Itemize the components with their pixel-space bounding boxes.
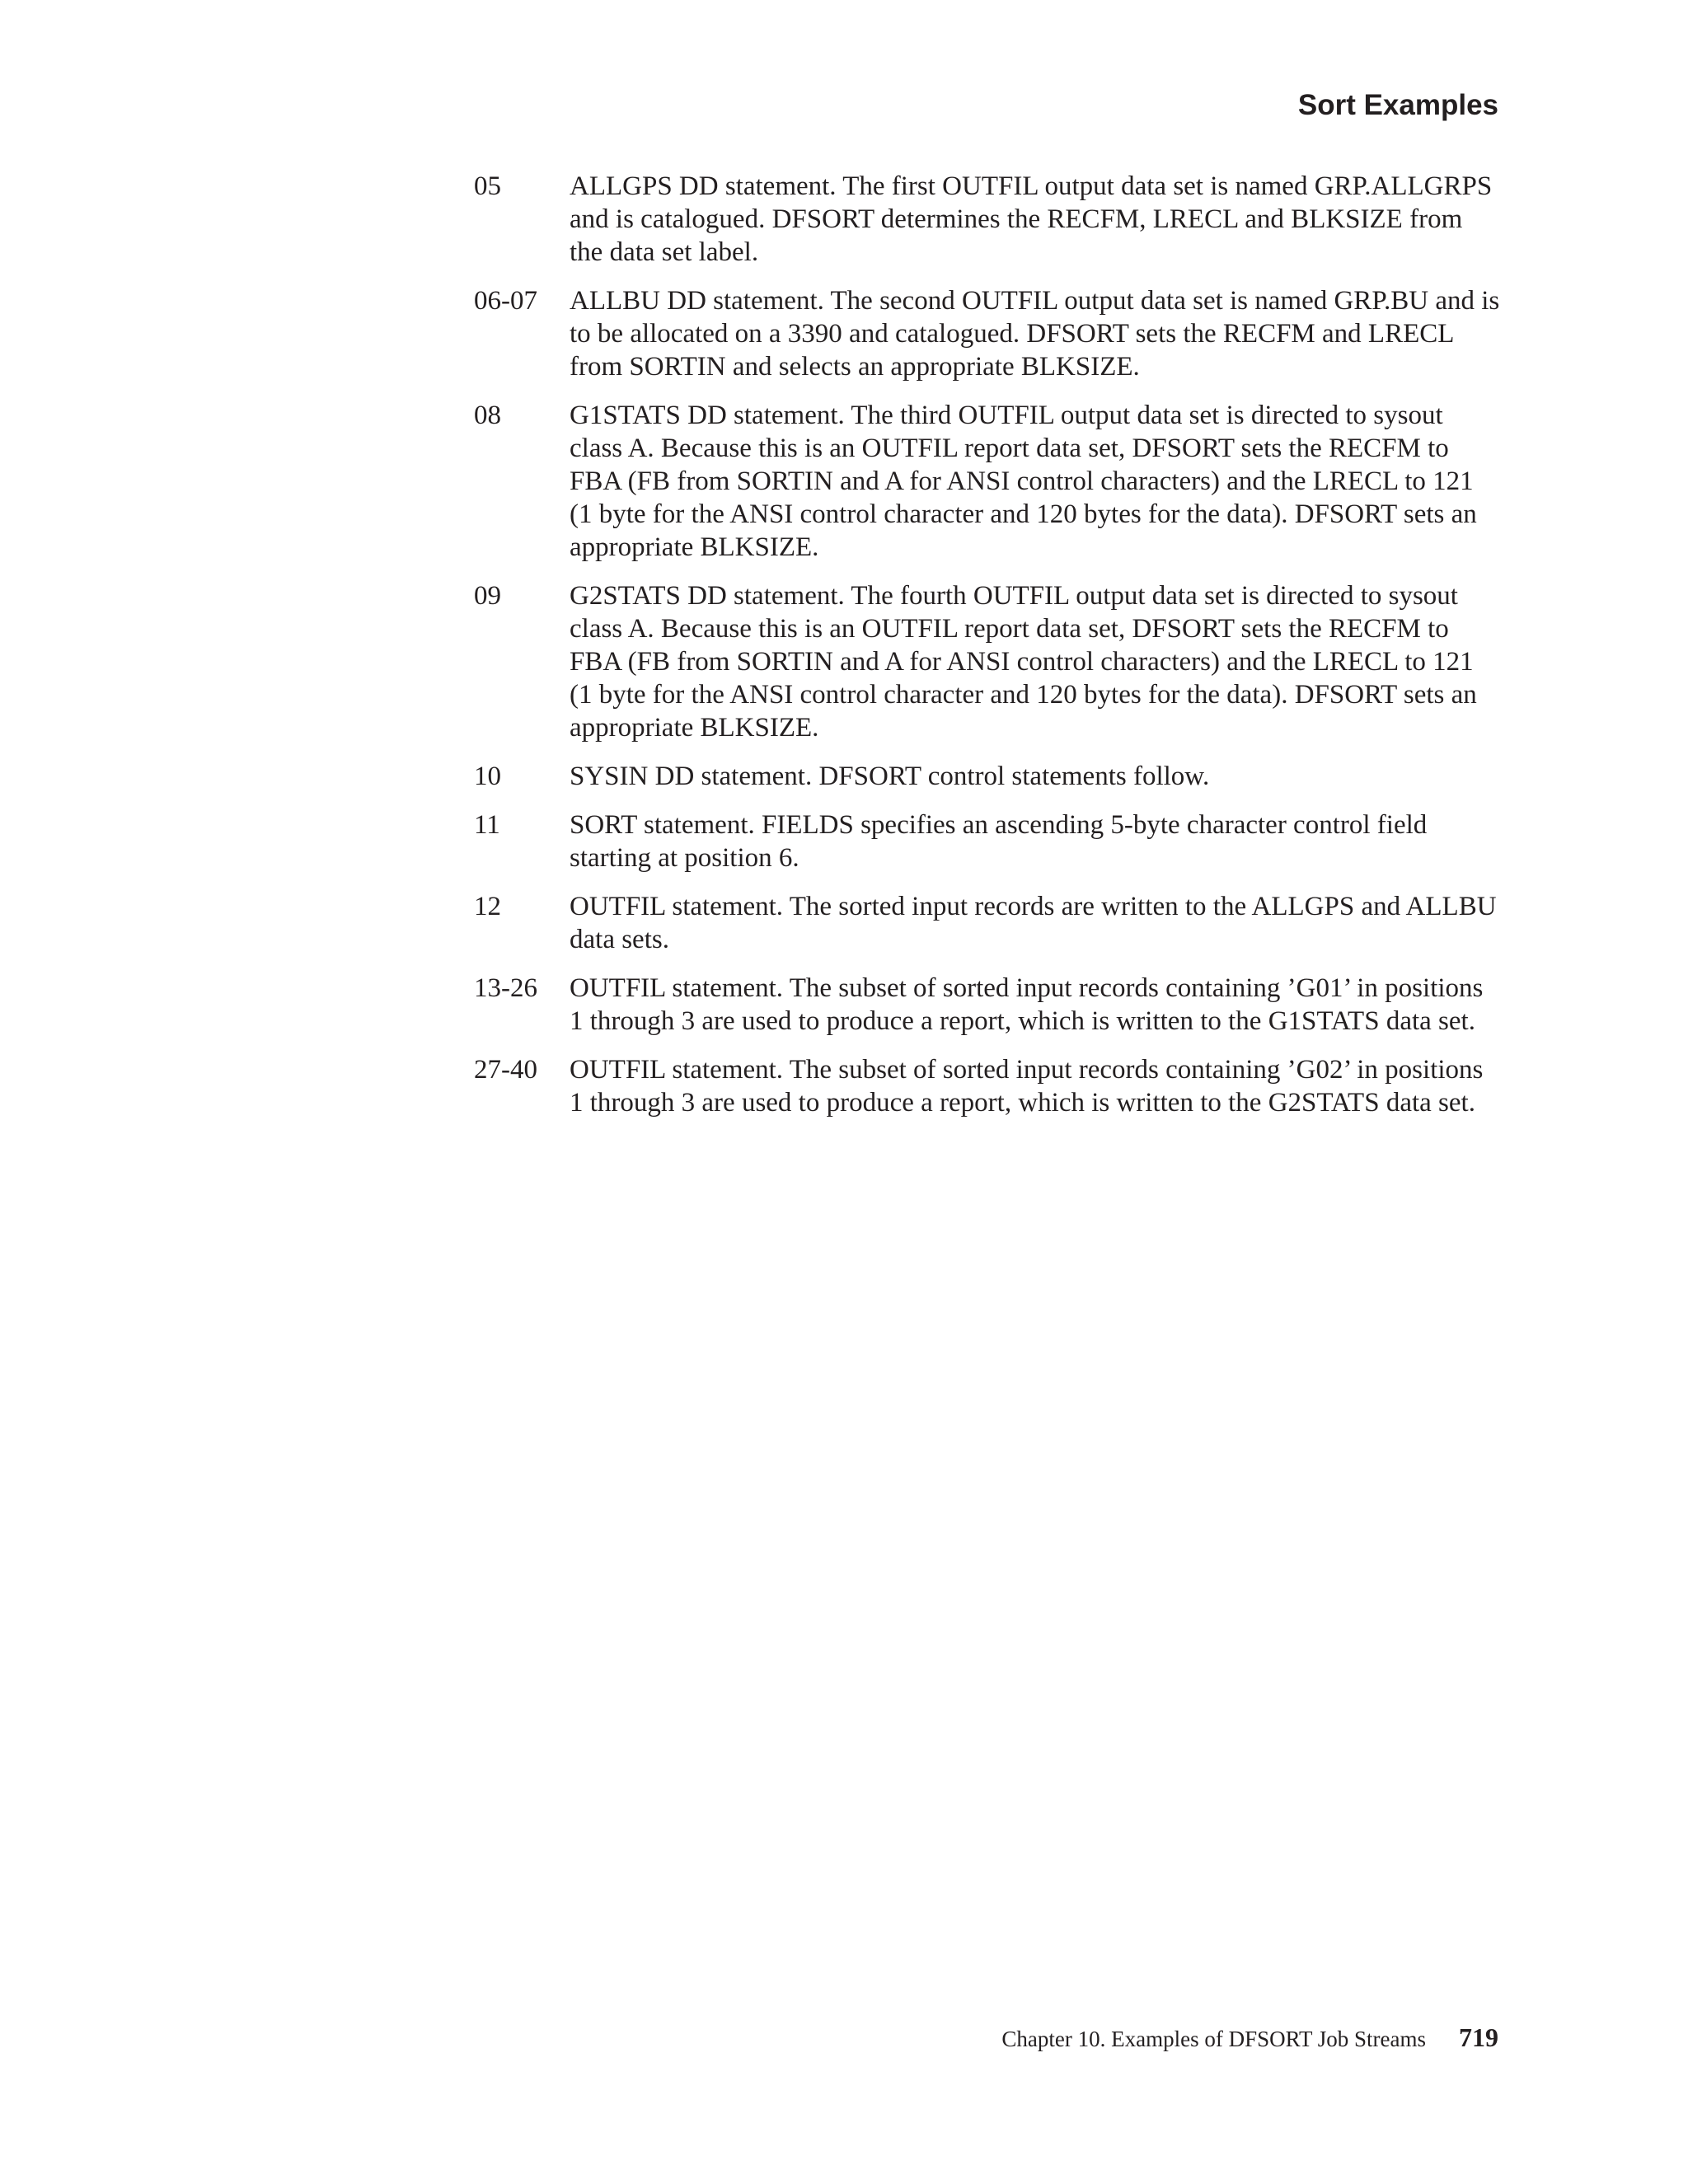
list-item-27-40 bbox=[474, 1053, 1500, 1119]
chapter-title: Chapter 10. Examples of DFSORT Job Streams bbox=[1001, 2027, 1426, 2051]
line-description: OUTFIL statement. The subset of sorted input records containing ’G01’ in positions 1 through 3 are used to produce a report, which is written to the G1STATS data set. bbox=[570, 973, 1484, 1036]
line-description: ALLGPS DD statement. The first OUTFIL output data set is named GRP.ALLGRPS and is catalogued. DFSORT determines the RECFM, LRECL and BLKSIZE from the data set label. bbox=[570, 171, 1493, 267]
line-number: 09 bbox=[474, 581, 501, 611]
list-item-12 bbox=[474, 890, 1500, 956]
line-description: ALLBU DD statement. The second OUTFIL output data set is named GRP.BU and is to be allocated on a 3390 and catalogued. DFSORT sets the RECFM and LRECL from SORTIN and selects an appropriate BLKSIZE. bbox=[570, 286, 1500, 382]
line-description: G2STATS DD statement. The fourth OUTFIL output data set is directed to sysout class A. Because this is an OUTFIL report data set, DFSORT sets the RECFM to FBA (FB from SORTIN and A for ANSI control characters) and the LRECL to 121 (1 byte for the ANSI control character and 120 bytes for the data). DFSORT sets an appropriate BLKSIZE. bbox=[570, 581, 1477, 743]
line-description: OUTFIL statement. The sorted input records are written to the ALLGPS and ALLBU data sets. bbox=[570, 892, 1497, 954]
list-item-13-26 bbox=[474, 972, 1500, 1038]
list-item-06-07 bbox=[474, 284, 1500, 383]
line-description: OUTFIL statement. The subset of sorted input records containing ’G02’ in positions 1 through 3 are used to produce a report, which is written to the G2STATS data set. bbox=[570, 1055, 1484, 1118]
list-item-11 bbox=[474, 808, 1500, 874]
line-description: G1STATS DD statement. The third OUTFIL output data set is directed to sysout class A. Because this is an OUTFIL report data set, DFSORT sets the RECFM to FBA (FB from SORTIN and A for ANSI control characters) and the LRECL to 121 (1 byte for the ANSI control character and 120 bytes for the data). DFSORT sets an appropriate BLKSIZE. bbox=[570, 401, 1477, 562]
line-number: 11 bbox=[474, 810, 500, 840]
statement-explanation-list bbox=[474, 170, 1500, 1135]
page-number: 719 bbox=[1459, 2022, 1498, 2052]
line-number: 06-07 bbox=[474, 286, 537, 316]
line-number: 12 bbox=[474, 892, 501, 921]
list-item-05 bbox=[474, 170, 1500, 269]
line-number: 10 bbox=[474, 762, 501, 791]
line-number: 27-40 bbox=[474, 1055, 537, 1085]
line-number: 08 bbox=[474, 401, 501, 430]
list-item-08 bbox=[474, 399, 1500, 564]
line-number: 13-26 bbox=[474, 973, 537, 1003]
running-head: Sort Examples bbox=[1297, 89, 1498, 121]
list-item-10 bbox=[474, 760, 1500, 793]
page-footer bbox=[1001, 2022, 1498, 2053]
list-item-09 bbox=[474, 579, 1500, 744]
line-number: 05 bbox=[474, 171, 501, 201]
line-description: SYSIN DD statement. DFSORT control statements follow. bbox=[570, 762, 1210, 791]
line-description: SORT statement. FIELDS specifies an ascending 5-byte character control field starting at position 6. bbox=[570, 810, 1428, 873]
